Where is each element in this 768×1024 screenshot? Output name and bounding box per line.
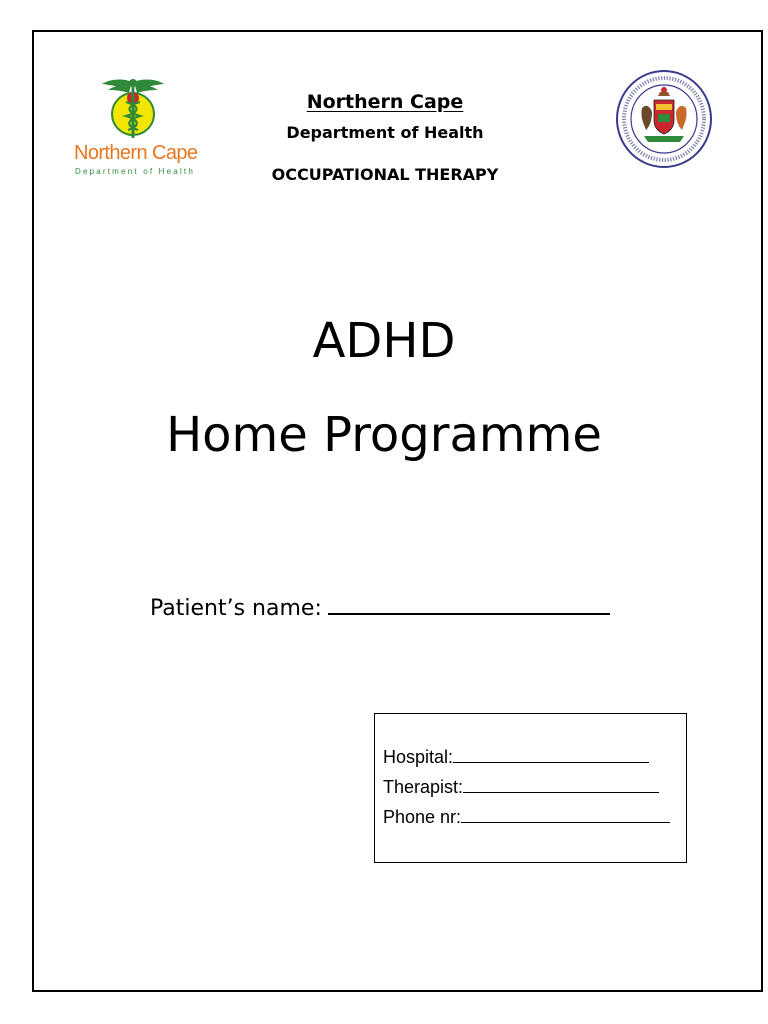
hospital-row [383,744,649,768]
document-title-line-2: Home Programme [166,407,602,463]
hospital-label: Hospital: [383,747,454,767]
hospital-field[interactable] [453,744,649,763]
phone-row [383,804,670,828]
caduceus-icon [98,76,168,140]
therapist-row [383,774,659,798]
org-subtitle: Department of Health [286,123,484,142]
phone-field[interactable] [461,804,670,823]
logo-brand-name: Northern Cape [74,142,198,164]
northern-cape-health-logo [72,76,197,178]
org-title: Northern Cape [306,91,464,113]
patient-name-field[interactable] [328,589,610,615]
therapist-label: Therapist: [383,777,464,797]
phone-label: Phone nr: [383,807,462,827]
department-unit: OCCUPATIONAL THERAPY [271,165,499,184]
document-title-line-1: ADHD [312,313,456,369]
therapist-field[interactable] [463,774,659,793]
patient-name-row [150,589,610,621]
logo-brand-subtitle: Department of Health [74,167,196,176]
patient-name-label: Patient’s name: [150,596,322,621]
provincial-seal-icon [614,68,714,170]
contact-details-box [374,713,687,863]
